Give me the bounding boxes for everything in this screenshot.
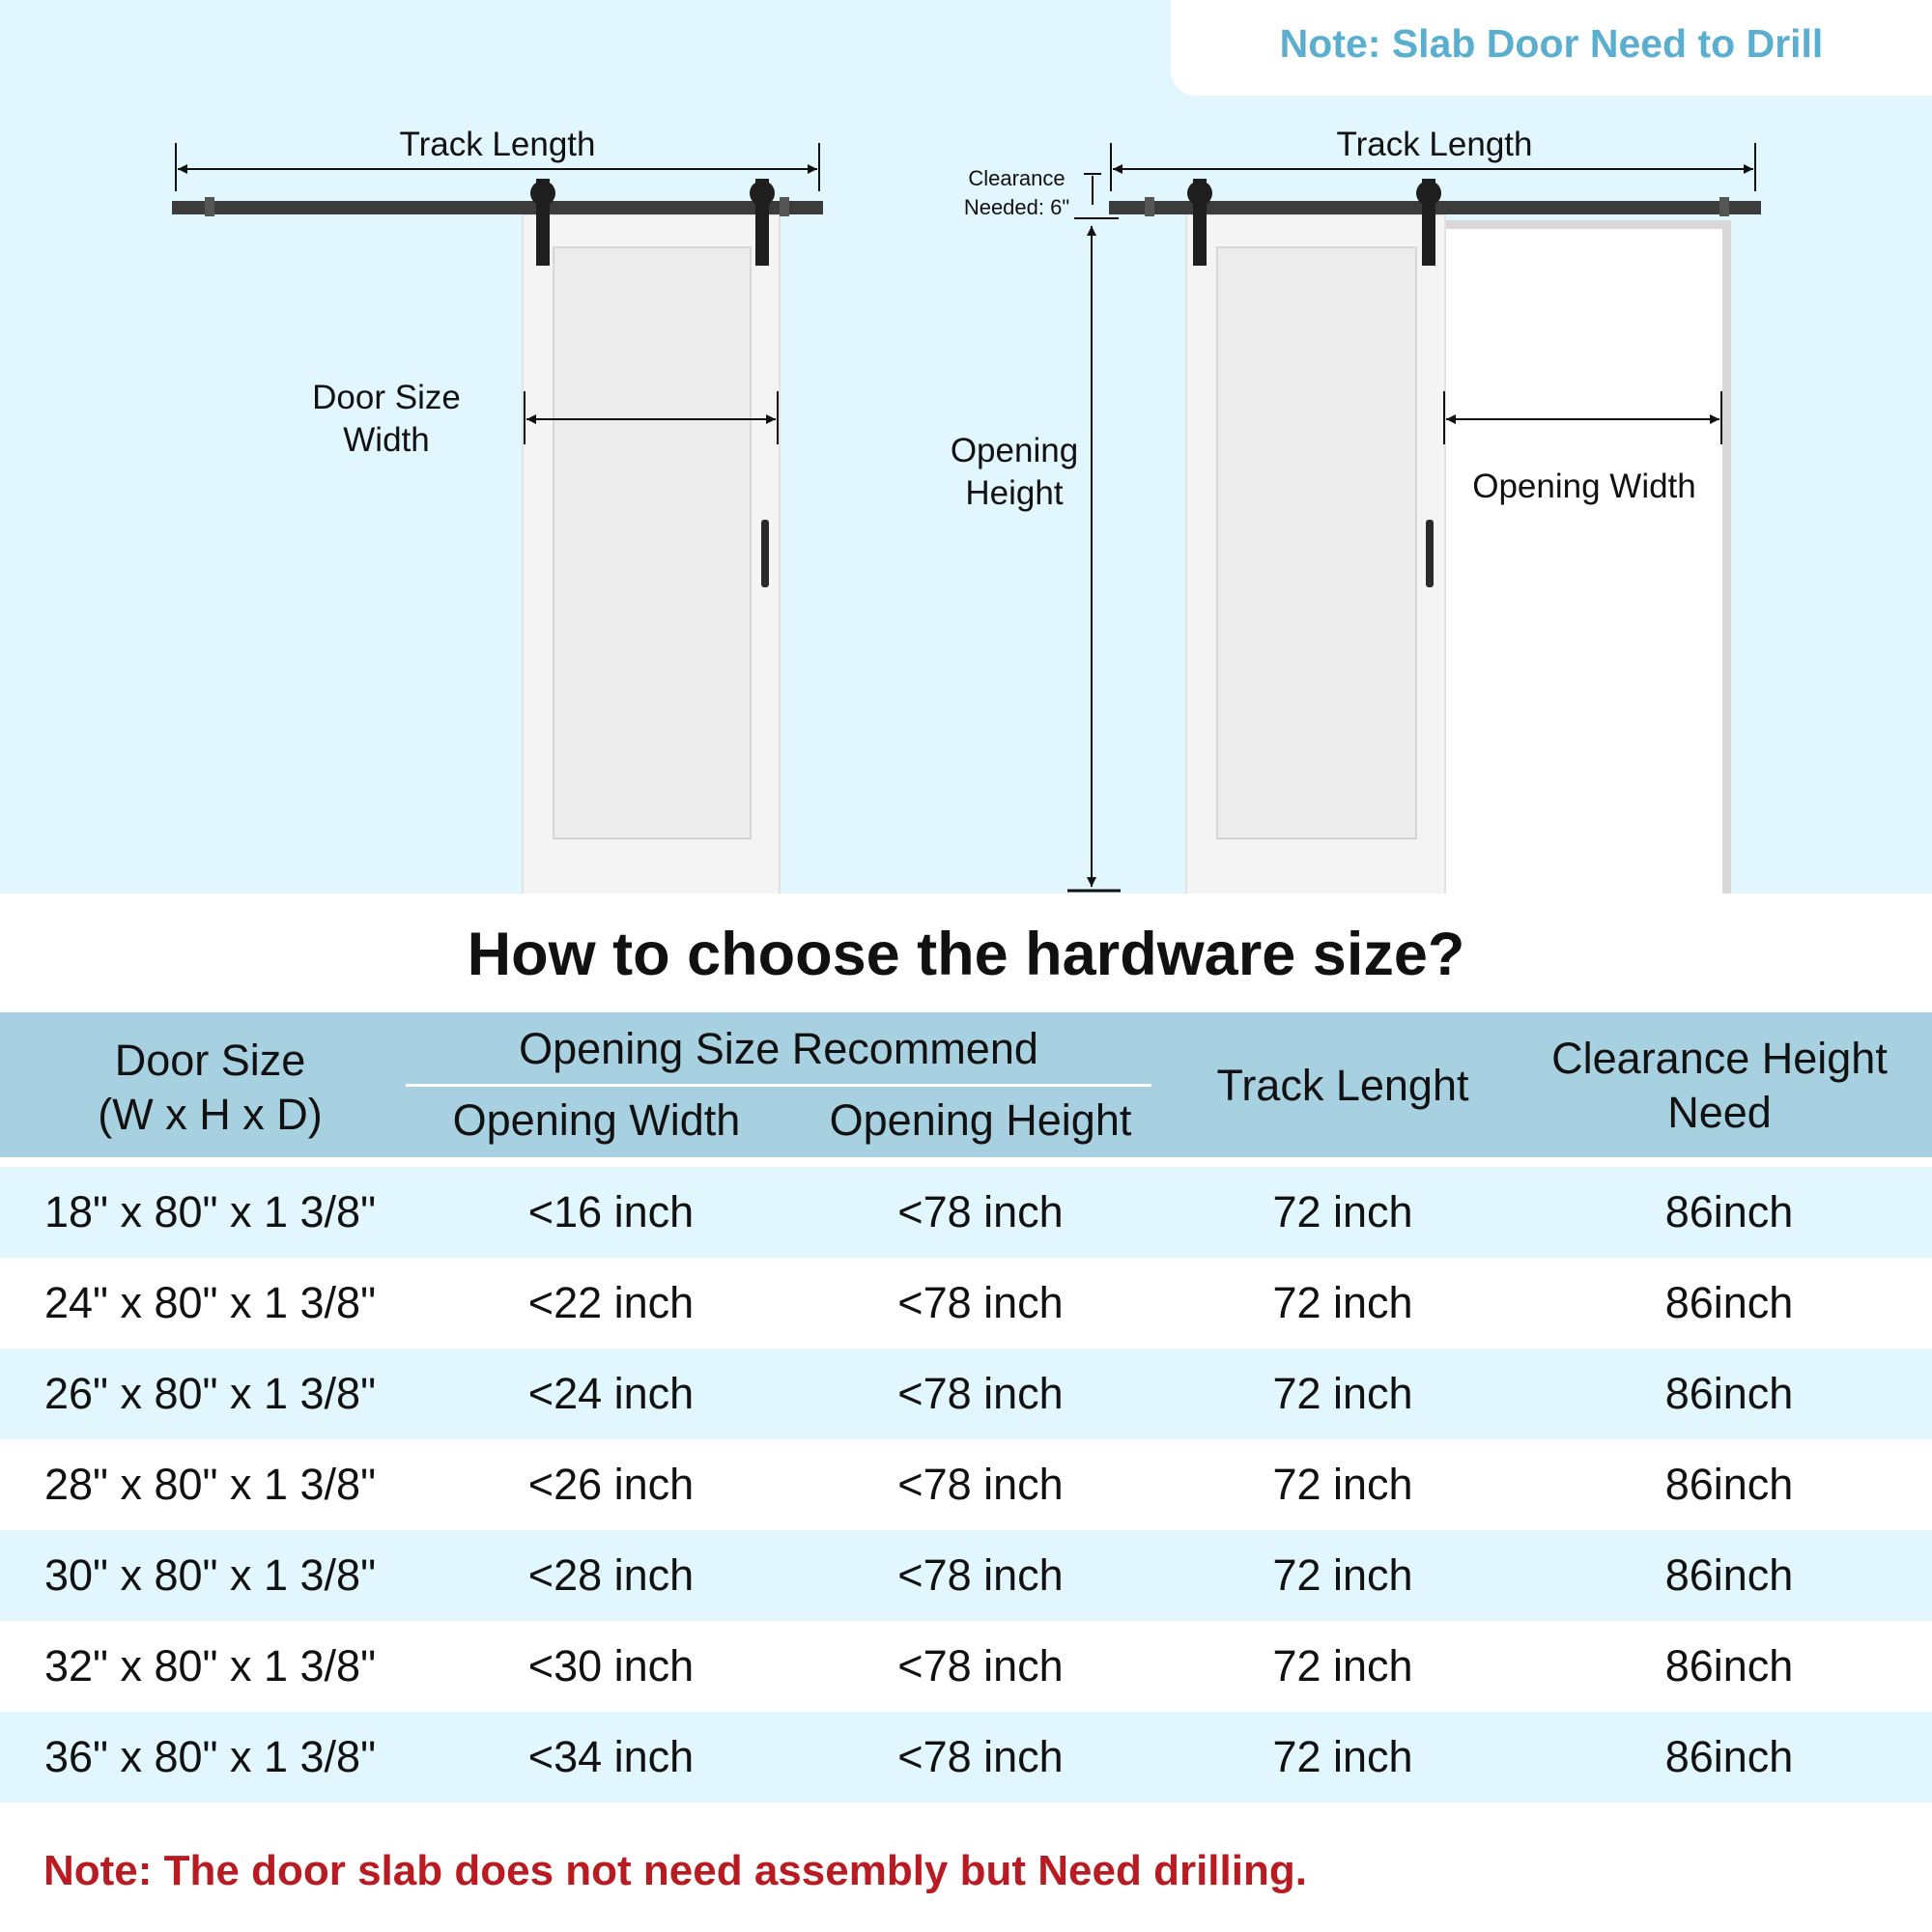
cell-door-size: 18" x 80" x 1 3/8" — [43, 1187, 377, 1236]
table-row — [0, 1439, 1932, 1530]
opening-height-label-line2: Height — [965, 474, 1064, 512]
cell-clearance-height: 86inch — [1664, 1278, 1794, 1327]
right-door — [1186, 214, 1445, 894]
table-row — [0, 1258, 1932, 1349]
header-clearance-line2: Need — [1667, 1088, 1772, 1137]
left-track-length-label: Track Length — [399, 126, 596, 163]
cell-opening-width: <28 inch — [527, 1550, 695, 1600]
cell-opening-width: <22 inch — [527, 1278, 695, 1327]
clearance-label-line1: Clearance — [968, 166, 1065, 190]
cell-door-size: 26" x 80" x 1 3/8" — [43, 1369, 377, 1418]
cell-clearance-height: 86inch — [1664, 1732, 1794, 1781]
door-size-width-label-line2: Width — [343, 421, 430, 459]
door-handle-icon — [1426, 520, 1434, 587]
opening-height-label-line1: Opening — [950, 432, 1079, 469]
cell-track-length: 72 inch — [1272, 1460, 1413, 1509]
size-table — [0, 1012, 1932, 1803]
door-handle-icon — [761, 520, 769, 587]
table-header — [0, 1012, 1932, 1157]
table-row — [0, 1712, 1932, 1803]
opening-width-label: Opening Width — [1472, 468, 1696, 505]
cell-opening-width: <34 inch — [527, 1732, 695, 1781]
cell-door-size: 24" x 80" x 1 3/8" — [43, 1278, 377, 1327]
table-row — [0, 1349, 1932, 1439]
cell-opening-width: <24 inch — [527, 1369, 695, 1418]
header-clearance-line1: Clearance Height — [1551, 1034, 1888, 1083]
header-opening-size-group: Opening Size Recommend — [519, 1024, 1038, 1073]
page-title: How to choose the hardware size? — [467, 921, 1465, 988]
cell-opening-height: <78 inch — [897, 1641, 1064, 1690]
cell-door-size: 30" x 80" x 1 3/8" — [43, 1550, 377, 1600]
clearance-label-line2: Needed: 6" — [963, 195, 1070, 219]
left-door — [523, 214, 780, 894]
cell-clearance-height: 86inch — [1664, 1550, 1794, 1600]
cell-clearance-height: 86inch — [1664, 1187, 1794, 1236]
cell-clearance-height: 86inch — [1664, 1369, 1794, 1418]
cell-opening-height: <78 inch — [897, 1460, 1064, 1509]
diagram-area — [0, 0, 1932, 894]
note-bottom: Note: The door slab does not need assembly but Need drilling. — [43, 1847, 1307, 1894]
cell-opening-width: <16 inch — [527, 1187, 695, 1236]
cell-opening-width: <30 inch — [527, 1641, 695, 1690]
cell-clearance-height: 86inch — [1664, 1460, 1794, 1509]
cell-opening-height: <78 inch — [897, 1369, 1064, 1418]
cell-door-size: 36" x 80" x 1 3/8" — [43, 1732, 377, 1781]
cell-door-size: 28" x 80" x 1 3/8" — [43, 1460, 377, 1509]
cell-track-length: 72 inch — [1272, 1641, 1413, 1690]
header-track-length: Track Lenght — [1216, 1061, 1469, 1110]
right-opening — [1444, 220, 1731, 894]
cell-opening-height: <78 inch — [897, 1732, 1064, 1781]
cell-opening-height: <78 inch — [897, 1278, 1064, 1327]
cell-track-length: 72 inch — [1272, 1187, 1413, 1236]
cell-opening-width: <26 inch — [527, 1460, 695, 1509]
cell-track-length: 72 inch — [1272, 1550, 1413, 1600]
table-row — [0, 1167, 1932, 1258]
header-opening-width: Opening Width — [452, 1095, 741, 1145]
note-top: Note: Slab Door Need to Drill — [1279, 21, 1824, 66]
header-door-size-line2: (W x H x D) — [98, 1090, 323, 1139]
header-group-divider — [406, 1084, 1151, 1087]
door-size-width-label-line1: Door Size — [312, 379, 461, 416]
cell-opening-height: <78 inch — [897, 1550, 1064, 1600]
table-row — [0, 1530, 1932, 1621]
cell-opening-height: <78 inch — [897, 1187, 1064, 1236]
cell-door-size: 32" x 80" x 1 3/8" — [43, 1641, 377, 1690]
header-opening-height: Opening Height — [829, 1095, 1132, 1145]
cell-track-length: 72 inch — [1272, 1278, 1413, 1327]
header-door-size-line1: Door Size — [114, 1036, 306, 1085]
table-row — [0, 1621, 1932, 1712]
cell-track-length: 72 inch — [1272, 1369, 1413, 1418]
cell-track-length: 72 inch — [1272, 1732, 1413, 1781]
cell-clearance-height: 86inch — [1664, 1641, 1794, 1690]
right-track-length-label: Track Length — [1336, 126, 1533, 163]
